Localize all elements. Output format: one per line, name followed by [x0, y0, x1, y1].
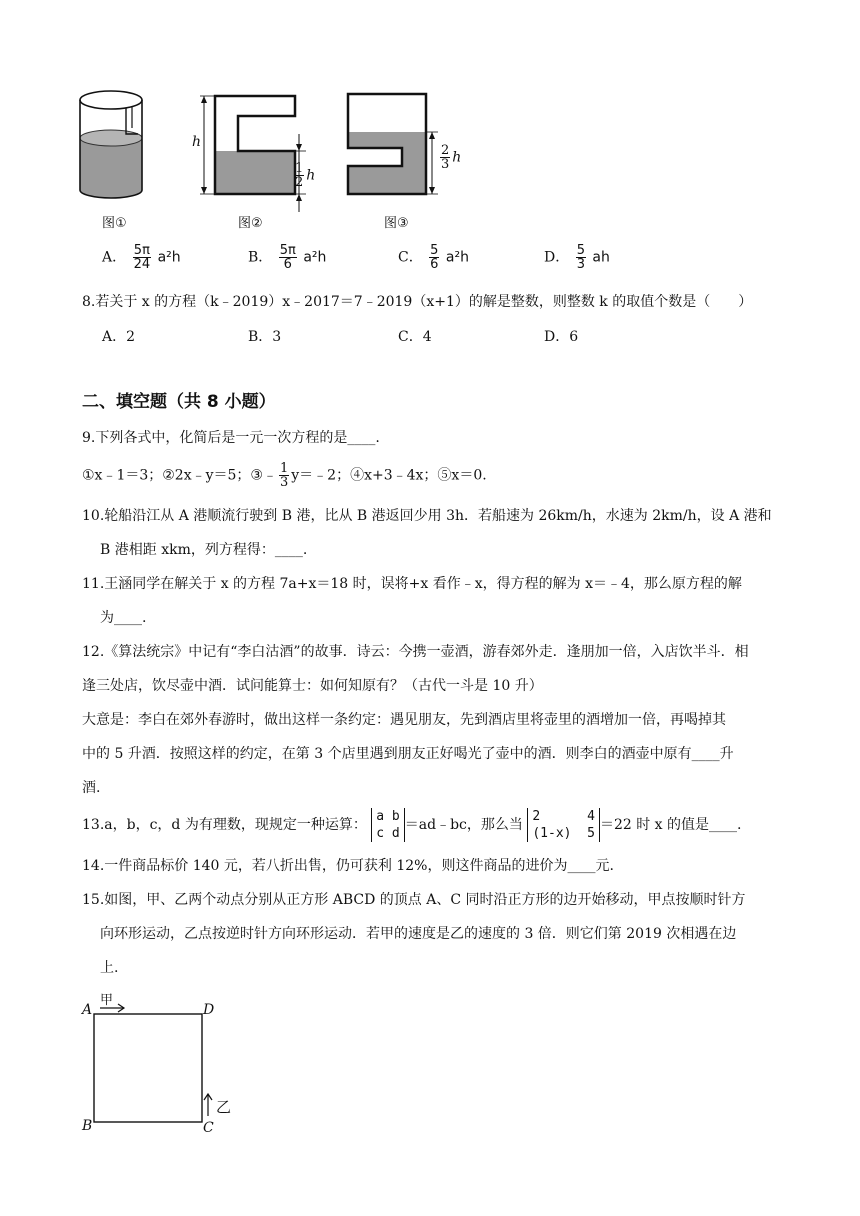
- vertex-d-label: D: [203, 1002, 215, 1018]
- q13-line: 13.a，b，c，d 为有理数，现规定一种运算： a b c d＝ad﹣bc，那么当 2 4 (1-x) 5＝22 时 x 的值是____.: [82, 809, 742, 841]
- determinant-expression: 2 4 (1-x) 5: [527, 808, 600, 842]
- vertex-a-label: A: [82, 1002, 93, 1018]
- vertex-b-label: B: [82, 1118, 93, 1134]
- q7-option-b[interactable]: B． $\frac{5\pi}{6}$ a²h: [248, 243, 327, 272]
- q11-line1: 11.王涵同学在解关于 x 的方程 7a+x＝18 时，误将+x 看作﹣x，得方程的解为 x＝﹣4，那么原方程的解: [82, 576, 742, 592]
- q8-option-d[interactable]: D．6: [544, 329, 579, 345]
- vertex-c-label: C: [203, 1120, 214, 1136]
- q9-items: ①x﹣1＝3；②2x﹣y＝5；③﹣ $\frac{1}{3}$ y＝﹣2；④x+3﹣4x；⑤x＝0.: [82, 461, 487, 490]
- figure-cylinder: [76, 86, 146, 208]
- figure-cross-section-2: [188, 88, 328, 220]
- q7-option-a[interactable]: A． $\frac{5\pi}{24}$ a²h: [102, 243, 181, 272]
- section-heading: 二、填空题（共 8 小题）: [82, 392, 276, 412]
- square-figure: [80, 998, 240, 1142]
- q8-option-a[interactable]: A．2: [102, 329, 136, 345]
- q15-line1: 15.如图，甲、乙两个动点分别从正方形 ABCD 的顶点 A、C 同时沿正方形的边开始移动，甲点按顺时针方: [82, 892, 746, 908]
- figure2-h-label: h: [192, 134, 202, 150]
- q8-option-c[interactable]: C．4: [398, 329, 432, 345]
- q10-line1: 10.轮船沿江从 A 港顺流行驶到 B 港，比从 B 港返回少用 3h．若船速为 26km/h，水速为 2km/h，设 A 港和: [82, 508, 772, 524]
- q7-option-d[interactable]: D． $\frac{5}{3}$ ah: [544, 243, 610, 272]
- q9-stem: 9.下列各式中，化简后是一元一次方程的是____.: [82, 430, 380, 446]
- q12-line1: 12.《算法统宗》中记有“李白沽酒”的故事．诗云：今携一壶酒，游春郊外走．逢朋加一倍，入店饮半斗．相: [82, 644, 749, 660]
- figure2-half-label: $\frac{1}{2}$ h: [295, 161, 316, 190]
- q8-option-b[interactable]: B．3: [248, 329, 282, 345]
- q15-line2: 向环形运动，乙点按逆时针方向环形运动．若甲的速度是乙的速度的 3 倍．则它们第 2019 次相遇在边: [100, 926, 737, 942]
- point-jia-label: 甲: [100, 993, 114, 1008]
- q14-stem: 14.一件商品标价 140 元，若八折出售，仍可获利 12%，则这件商品的进价为____元.: [82, 858, 614, 874]
- q7-option-c[interactable]: C． $\frac{5}{6}$ a²h: [398, 243, 469, 272]
- q12-line4: 中的 5 升酒．按照这样的约定，在第 3 个店里遇到朋友正好喝光了壶中的酒．则李白的酒壶中原有____升: [82, 746, 734, 762]
- q11-line2: 为____.: [100, 610, 147, 626]
- figure2-caption: 图②: [238, 216, 263, 231]
- q8-stem: 8.若关于 x 的方程（k﹣2019）x﹣2017＝7﹣2019（x+1）的解是整数，则整数 k 的取值个数是（ ）: [82, 294, 753, 310]
- q10-line2: B 港相距 xkm，列方程得：____.: [100, 542, 308, 558]
- figure1-caption: 图①: [102, 216, 127, 231]
- determinant-definition: a b c d: [371, 808, 404, 842]
- figure3-caption: 图③: [384, 216, 409, 231]
- figure3-fraction-label: $\frac{2}{3}$ h: [441, 143, 462, 172]
- q12-line5: 酒.: [82, 780, 101, 796]
- point-yi-label: 乙: [216, 1098, 232, 1116]
- q12-line3: 大意是：李白在郊外春游时，做出这样一条约定：遇见朋友，先到酒店里将壶里的酒增加一倍，再喝掉其: [82, 712, 726, 728]
- q15-line3: 上.: [100, 960, 119, 976]
- q12-line2: 逢三处店，饮尽壶中酒．试问能算士：如何知原有？（古代一斗是 10 升）: [82, 678, 543, 694]
